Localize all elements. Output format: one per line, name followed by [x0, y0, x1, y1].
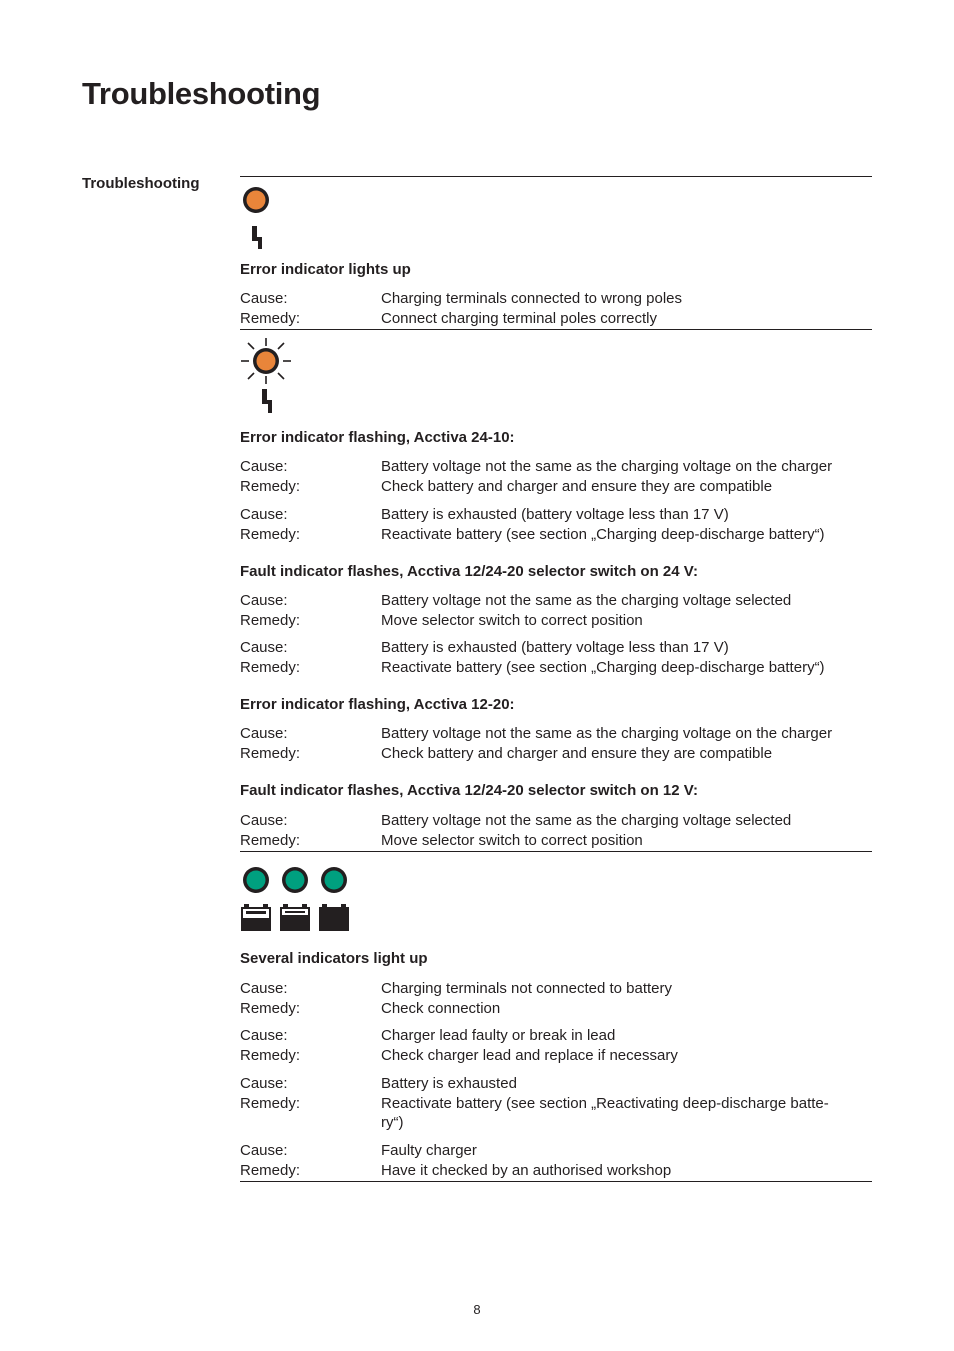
remedy-label: Remedy:: [240, 525, 301, 543]
cause-remedy-pair: [240, 1141, 872, 1180]
cause-label: Cause:: [240, 1027, 288, 1044]
cause-label: Cause:: [240, 980, 288, 997]
remedy-label: Remedy:: [240, 831, 301, 849]
section-divider: [240, 329, 872, 330]
cause-label: Cause:: [240, 1142, 288, 1159]
cause-label: Cause:: [240, 290, 288, 307]
section-heading: Fault indicator flashes, Acctiva 12/24-20 selector switch on 24 V:: [240, 563, 698, 580]
section-heading: Several indicators light up: [240, 950, 428, 967]
cause-text: Battery voltage not the same as the charging voltage selected: [381, 592, 792, 609]
error-led-flashing-icon: [240, 338, 292, 421]
remedy-text: Have it checked by an authorised workshop: [381, 1161, 672, 1179]
battery-leds-icon: [240, 864, 352, 937]
remedy-text-continued: ry“): [381, 1114, 404, 1131]
page-title: Troubleshooting: [82, 76, 321, 111]
cause-label: Cause:: [240, 812, 288, 829]
cause-label: Cause:: [240, 592, 288, 609]
cause-remedy-pair: [240, 1074, 872, 1133]
cause-remedy-pair: [240, 811, 872, 850]
remedy-text: Reactivate battery (see section „Reactivating deep-discharge batte-: [381, 1094, 829, 1112]
remedy-text: Move selector switch to correct position: [381, 831, 643, 849]
remedy-label: Remedy:: [240, 1161, 301, 1179]
remedy-text: Reactivate battery (see section „Charging deep-discharge battery“): [381, 525, 825, 543]
cause-label: Cause:: [240, 458, 288, 475]
cause-text: Charging terminals connected to wrong poles: [381, 290, 683, 307]
remedy-text: Check battery and charger and ensure they are compatible: [381, 744, 773, 762]
remedy-label: Remedy:: [240, 1094, 301, 1112]
cause-label: Cause:: [240, 639, 288, 656]
cause-remedy-pair: [240, 1026, 872, 1065]
cause-text: Battery is exhausted (battery voltage less than 17 V): [381, 506, 729, 523]
remedy-text: Move selector switch to correct position: [381, 611, 643, 629]
remedy-text: Reactivate battery (see section „Charging deep-discharge battery“): [381, 658, 825, 676]
section-divider: [240, 176, 872, 177]
remedy-label: Remedy:: [240, 999, 301, 1017]
page-number: 8: [473, 1302, 481, 1317]
cause-remedy-pair: [240, 638, 872, 677]
section-heading: Error indicator flashing, Acctiva 12-20:: [240, 696, 515, 713]
remedy-label: Remedy:: [240, 658, 301, 676]
remedy-label: Remedy:: [240, 1046, 301, 1064]
section-heading: Error indicator flashing, Acctiva 24-10:: [240, 429, 515, 446]
cause-text: Charging terminals not connected to battery: [381, 980, 672, 997]
remedy-label: Remedy:: [240, 477, 301, 495]
cause-label: Cause:: [240, 506, 288, 523]
cause-text: Battery voltage not the same as the charging voltage on the charger: [381, 458, 833, 475]
remedy-text: Check connection: [381, 999, 501, 1017]
cause-remedy-pair: [240, 591, 872, 630]
side-section-label: Troubleshooting: [82, 175, 200, 192]
cause-remedy-pair: [240, 505, 872, 544]
remedy-label: Remedy:: [240, 611, 301, 629]
cause-text: Battery voltage not the same as the charging voltage selected: [381, 812, 792, 829]
remedy-label: Remedy:: [240, 744, 301, 762]
section-heading: Fault indicator flashes, Acctiva 12/24-20 selector switch on 12 V:: [240, 782, 698, 799]
cause-text: Charger lead faulty or break in lead: [381, 1027, 616, 1044]
cause-text: Battery is exhausted (battery voltage less than 17 V): [381, 639, 729, 656]
section-heading: Error indicator lights up: [240, 261, 411, 278]
cause-remedy-pair: [240, 724, 872, 763]
remedy-text: Check battery and charger and ensure they are compatible: [381, 477, 773, 495]
section-divider: [240, 851, 872, 852]
cause-label: Cause:: [240, 725, 288, 742]
remedy-text: Check charger lead and replace if necessary: [381, 1046, 678, 1064]
cause-text: Battery is exhausted: [381, 1075, 517, 1092]
remedy-text: Connect charging terminal poles correctly: [381, 309, 657, 327]
remedy-label: Remedy:: [240, 309, 301, 327]
error-led-steady-icon: [240, 184, 280, 259]
cause-remedy-pair: [240, 457, 872, 496]
section-divider: [240, 1181, 872, 1182]
cause-label: Cause:: [240, 1075, 288, 1092]
cause-remedy-pair: [240, 289, 872, 328]
cause-remedy-pair: [240, 979, 872, 1018]
cause-text: Faulty charger: [381, 1142, 477, 1159]
cause-text: Battery voltage not the same as the charging voltage on the charger: [381, 725, 833, 742]
